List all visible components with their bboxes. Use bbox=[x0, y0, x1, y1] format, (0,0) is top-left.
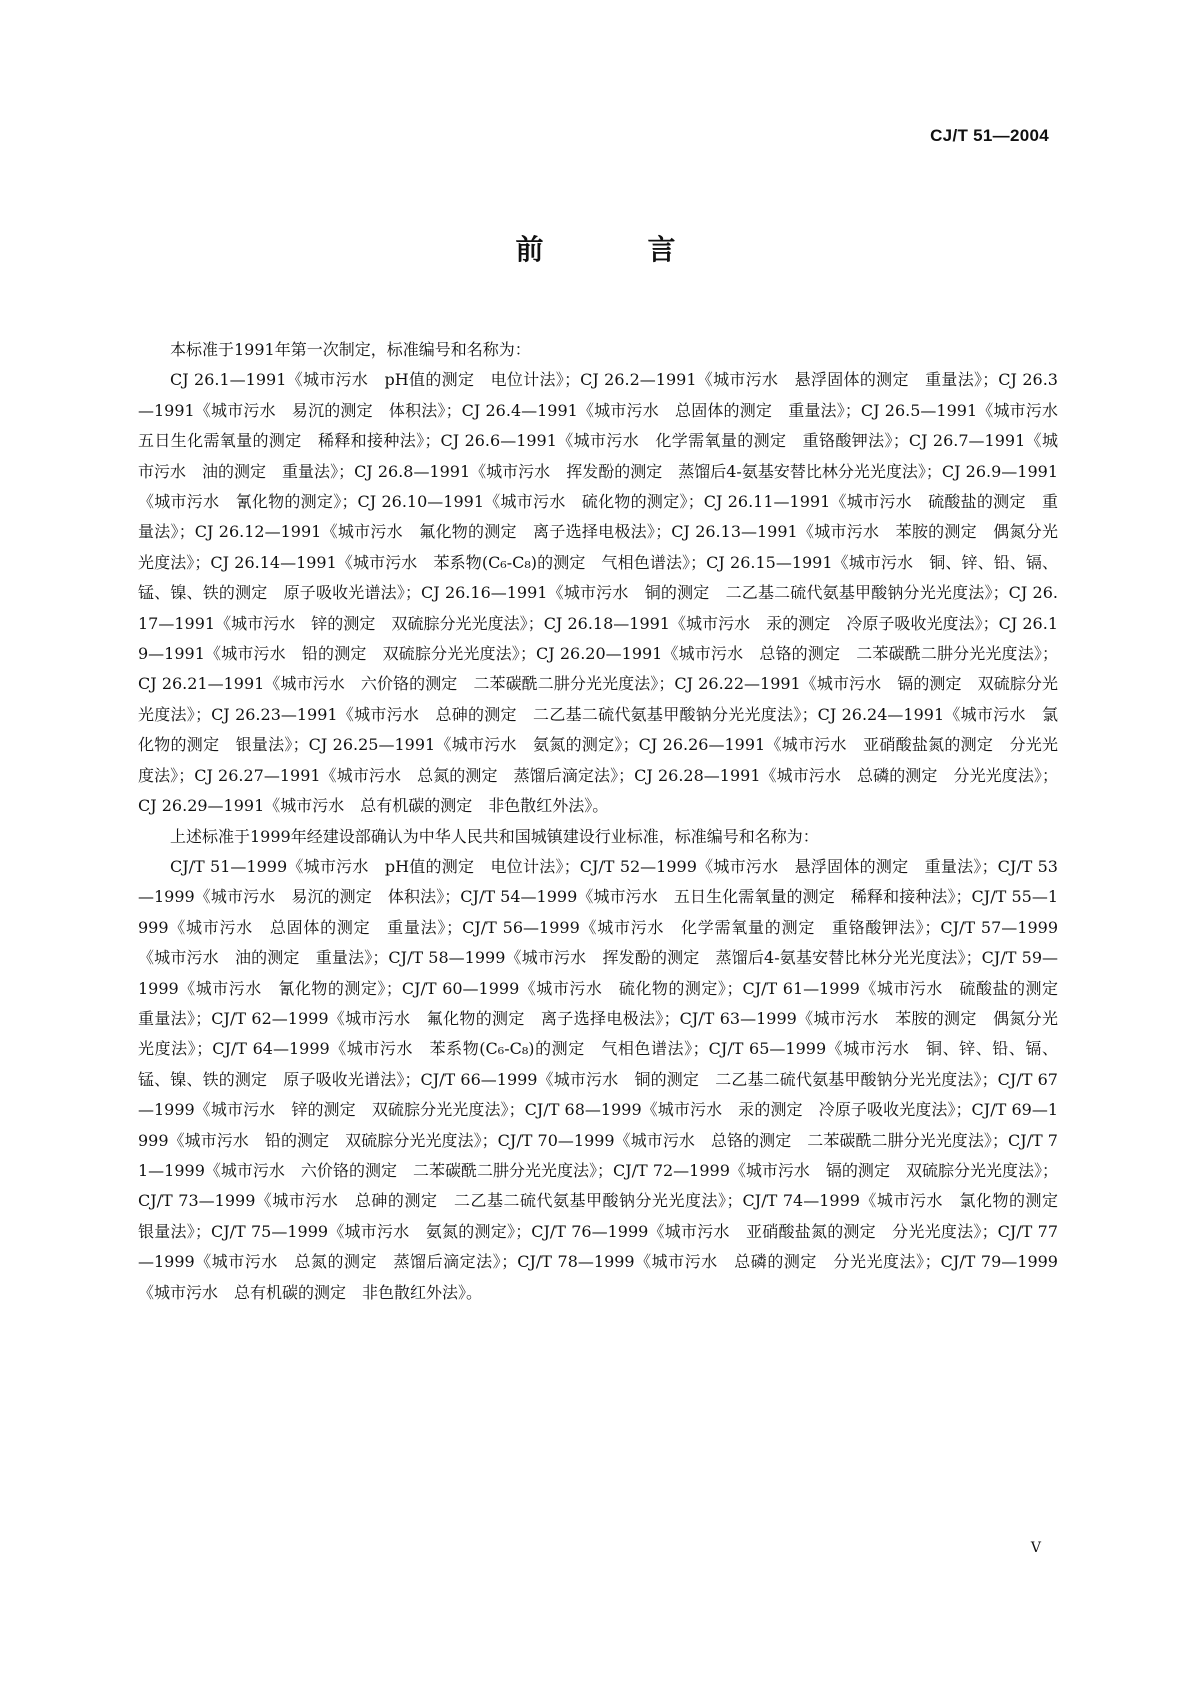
standard-code: CJ/T 51—2004 bbox=[930, 126, 1049, 145]
paragraph-1999-confirmation-intro: 上述标准于1999年经建设部确认为中华人民共和国城镇建设行业标准，标准编号和名称为： bbox=[170, 826, 819, 846]
paragraph-first-edition-intro: 本标准于1991年第一次制定，标准编号和名称为： bbox=[170, 340, 531, 359]
paragraph-1991-standards-list: CJ 26.1—1991《城市污水 pH值的测定 电位计法》；CJ 26.2—1991《城市污水 悬浮固体的测定 重量法》；CJ 26.3—1991《城市污水 易沉的测定 体积法》；CJ 26.4—1991《城市污水 总固体的测定 重量法》；CJ 26.5—1991《城市污水 五日生化需氧量的测定 稀释和接种法》；CJ 26.6—1991《城市污水 化学需氧量的测定 重铬酸钾法》；CJ 26.7—1991《城市污水 油的测定 重量法》；CJ 26.8—1991《城市污水 挥发酚的测定 蒸馏后4-氨基安替比林分光光度法》；CJ 26.9—1991《城市污水 氰化物的测定》；CJ 26.10—1991《城市污水 硫化物的测定》；CJ 26.11—1991《城市污水 硫酸盐的测定 重量法》；CJ 26.12—1991《城市污水 氟化物的测定 离子选择电极法》；CJ 26.13—1991《城市污水 苯胺的测定 偶氮分光光度法》；CJ 26.14—1991《城市污水 苯系物(C₆-C₈)的测定 气相色谱法》；CJ 26.15—1991《城市污水 铜、锌、铅、镉、锰、镍、铁的测定 原子吸收光谱法》；CJ 26.16—1991《城市污水 铜的测定 二乙基二硫代氨基甲酸钠分光光度法》；CJ 26.17—1991《城市污水 锌的测定 双硫腙分光光度法》；CJ 26.18—1991《城市污水 汞的测定 冷原子吸收光度法》；CJ 26.19—1991《城市污水 铅的测定 双硫腙分光光度法》；CJ 26.20—1991《城市污水 总铬的测定 二苯碳酰二肼分光光度法》；CJ 26.21—1991《城市污水 六价铬的测定 二苯碳酰二肼分光光度法》；CJ 26.22—1991《城市污水 镉的测定 双硫腙分光光度法》；CJ 26.23—1991《城市污水 总砷的测定 二乙基二硫代氨基甲酸钠分光光度法》；CJ 26.24—1991《城市污水 氯化物的测定 银量法》；CJ 26.25—1991《城市污水 氨氮的测定》；CJ 26.26—1991《城市污水 亚硝酸盐氮的测定 分光光度法》；CJ 26.27—1991《城市污水 总氮的测定 蒸馏后滴定法》；CJ 26.28—1991《城市污水 总磷的测定 分光光度法》；CJ 26.29—1991《城市污水 总有机碳的测定 非色散红外法》。 bbox=[138, 370, 1075, 816]
page-title: 前 言 bbox=[515, 233, 714, 266]
page-number: V bbox=[1030, 1540, 1041, 1556]
foreword-body bbox=[138, 335, 1075, 1308]
paragraph-1999-standards-list: CJ/T 51—1999《城市污水 pH值的测定 电位计法》；CJ/T 52—1999《城市污水 悬浮固体的测定 重量法》；CJ/T 53—1999《城市污水 易沉的测定 体积法》；CJ/T 54—1999《城市污水 五日生化需氧量的测定 稀释和接种法》；CJ/T 55—1999《城市污水 总固体的测定 重量法》；CJ/T 56—1999《城市污水 化学需氧量的测定 重铬酸钾法》；CJ/T 57—1999《城市污水 油的测定 重量法》；CJ/T 58—1999《城市污水 挥发酚的测定 蒸馏后4-氨基安替比林分光光度法》；CJ/T 59—1999《城市污水 氰化物的测定》；CJ/T 60—1999《城市污水 硫化物的测定》；CJ/T 61—1999《城市污水 硫酸盐的测定 重量法》；CJ/T 62—1999《城市污水 氟化物的测定 离子选择电极法》；CJ/T 63—1999《城市污水 苯胺的测定 偶氮分光光度法》；CJ/T 64—1999《城市污水 苯系物(C₆-C₈)的测定 气相色谱法》；CJ/T 65—1999《城市污水 铜、锌、铅、镉、锰、镍、铁的测定 原子吸收光谱法》；CJ/T 66—1999《城市污水 铜的测定 二乙基二硫代氨基甲酸钠分光光度法》；CJ/T 67—1999《城市污水 锌的测定 双硫腙分光光度法》；CJ/T 68—1999《城市污水 汞的测定 冷原子吸收光度法》；CJ/T 69—1999《城市污水 铅的测定 双硫腙分光光度法》；CJ/T 70—1999《城市污水 总铬的测定 二苯碳酰二肼分光光度法》；CJ/T 71—1999《城市污水 六价铬的测定 二苯碳酰二肼分光光度法》；CJ/T 72—1999《城市污水 镉的测定 双硫腙分光光度法》；CJ/T 73—1999《城市污水 总砷的测定 二乙基二硫代氨基甲酸钠分光光度法》；CJ/T 74—1999《城市污水 氯化物的测定 银量法》；CJ/T 75—1999《城市污水 氨氮的测定》；CJ/T 76—1999《城市污水 亚硝酸盐氮的测定 分光光度法》；CJ/T 77—1999《城市污水 总氮的测定 蒸馏后滴定法》；CJ/T 78—1999《城市污水 总磷的测定 分光光度法》；CJ/T 79—1999《城市污水 总有机碳的测定 非色散红外法》。 bbox=[138, 856, 1075, 1302]
